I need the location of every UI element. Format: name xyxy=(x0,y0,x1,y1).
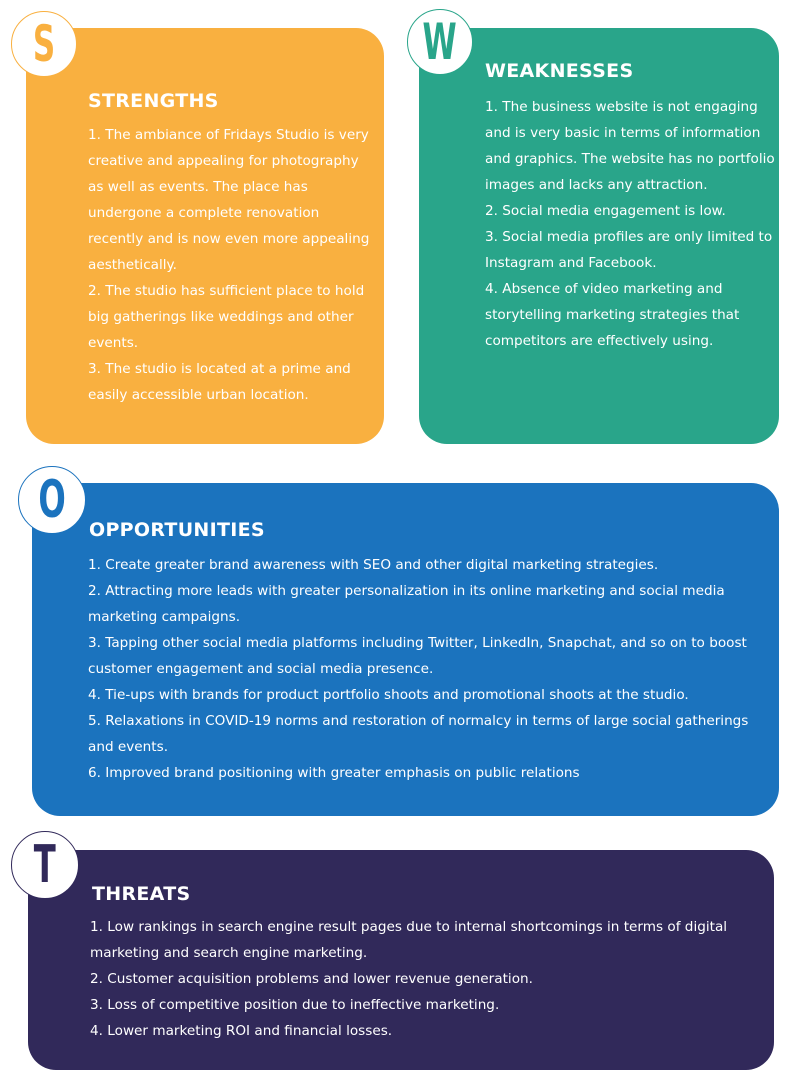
threats-title: THREATS xyxy=(92,883,191,905)
threats-card xyxy=(28,850,774,1070)
weaknesses-item: 3. Social media profiles are only limited to Instagram and Facebook. xyxy=(485,229,773,271)
strengths-card xyxy=(26,28,384,444)
weaknesses-card xyxy=(419,28,779,444)
threats-item: 4. Lower marketing ROI and financial losses. xyxy=(90,1023,393,1039)
opportunities-item: 1. Create greater brand awareness with SEO and other digital marketing strategies. xyxy=(88,557,659,573)
weaknesses-item: 1. The business website is not engaging and is very basic in terms of information and graphics. The website has no portfolio images and lacks any attraction. xyxy=(485,99,775,193)
threats-item: 3. Loss of competitive position due to ineffective marketing. xyxy=(90,997,500,1013)
opportunities-item: 4. Tie-ups with brands for product portfolio shoots and promotional shoots at the studio. xyxy=(88,687,689,703)
opportunities-item: 5. Relaxations in COVID-19 norms and restoration of normalcy in terms of large social gatherings and events. xyxy=(88,713,749,755)
strengths-item: 2. The studio has sufficient place to hold big gatherings like weddings and other events. xyxy=(88,283,365,351)
threats-letter-badge xyxy=(11,831,79,899)
weaknesses-letter: W xyxy=(422,13,458,71)
weaknesses-item: 2. Social media engagement is low. xyxy=(485,203,726,219)
strengths-title: STRENGTHS xyxy=(88,90,219,112)
opportunities-title: OPPORTUNITIES xyxy=(89,519,265,541)
strengths-letter: S xyxy=(32,15,56,73)
opportunities-letter: O xyxy=(38,470,66,530)
threats-item: 2. Customer acquisition problems and lower revenue generation. xyxy=(90,971,533,987)
strengths-list xyxy=(88,122,378,408)
threats-letter: T xyxy=(33,835,56,895)
threats-item: 1. Low rankings in search engine result pages due to internal shortcomings in terms of digital marketing and search engine marketing. xyxy=(90,919,728,961)
opportunities-item: 6. Improved brand positioning with greater emphasis on public relations xyxy=(88,765,580,781)
weaknesses-list xyxy=(485,94,775,354)
opportunities-item: 2. Attracting more leads with greater personalization in its online marketing and social media marketing campaigns. xyxy=(88,583,725,625)
opportunities-list xyxy=(88,552,768,786)
opportunities-letter-badge xyxy=(18,466,86,534)
strengths-letter-badge xyxy=(11,11,77,77)
weaknesses-title: WEAKNESSES xyxy=(485,60,634,82)
opportunities-item: 3. Tapping other social media platforms including Twitter, LinkedIn, Snapchat, and so on to boost customer engagement and social media presence. xyxy=(88,635,747,677)
strengths-item: 1. The ambiance of Fridays Studio is very creative and appealing for photography as well as events. The place has undergone a complete renovation recently and is now even more appealing aesthetically. xyxy=(88,127,370,273)
opportunities-card xyxy=(32,483,779,816)
threats-list xyxy=(90,914,760,1044)
weaknesses-item: 4. Absence of video marketing and storytelling marketing strategies that competitors are effectively using. xyxy=(485,281,740,349)
strengths-item: 3. The studio is located at a prime and easily accessible urban location. xyxy=(88,361,351,403)
weaknesses-letter-badge xyxy=(407,9,473,75)
